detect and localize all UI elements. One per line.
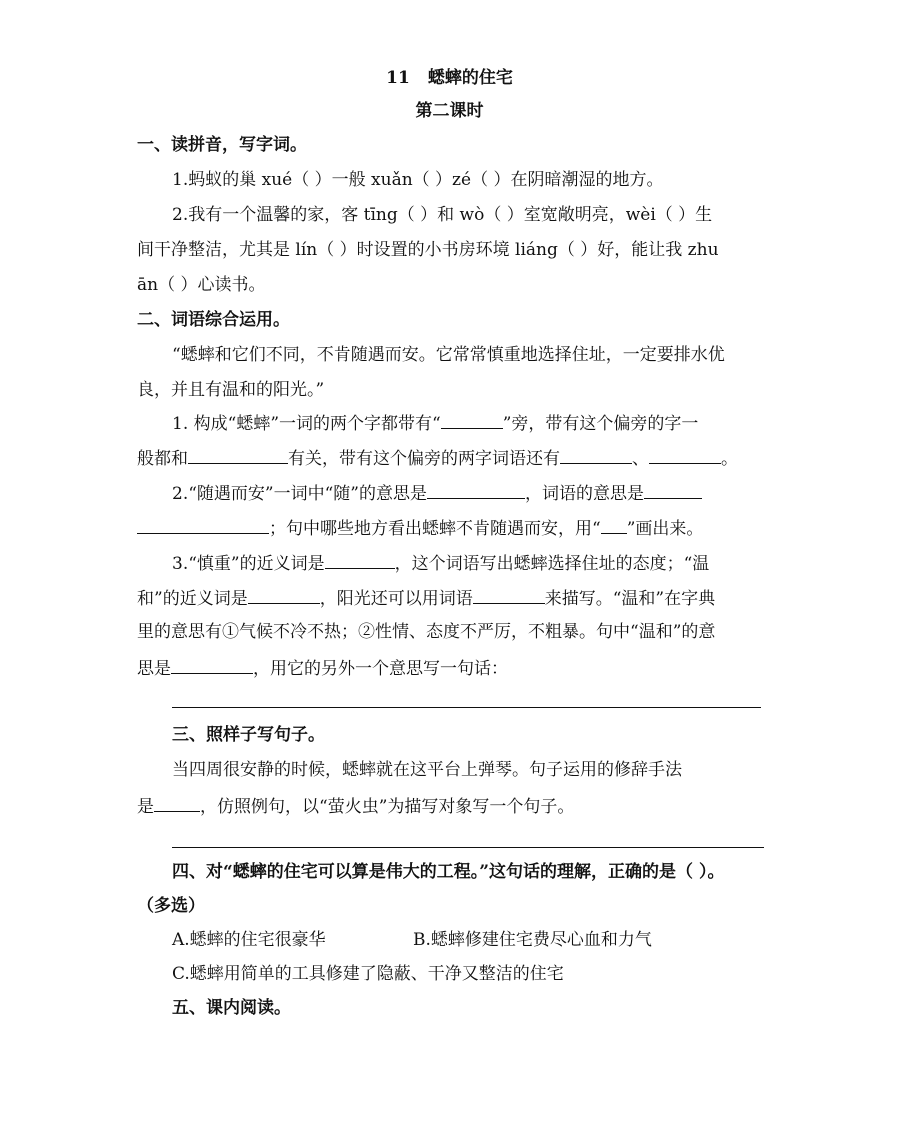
s2-q1-p3: 般都和 [137, 449, 188, 469]
s2-q3-p3: 和”的近义词是 [137, 589, 248, 609]
s2-q3-line4 [137, 655, 508, 681]
s2-q3-line2 [137, 585, 715, 611]
synonym-blank-1[interactable] [325, 550, 395, 569]
s2-q2-p2: ，词语的意思是 [524, 484, 644, 504]
s2-q3-p8: ，用它的另外一个意思写一句话： [253, 659, 508, 679]
s2-q3-p5: 来描写。“温和”在字典 [544, 589, 716, 609]
s3-p2: ，仿照例句，以“萤火虫”为描写对象写一个句子。 [200, 797, 575, 817]
s2-q1-p1: 1. 构成“蟋蟀”一词的两个字都带有“ [172, 414, 441, 434]
s2-q2-line2 [137, 515, 703, 541]
s3-line1: 当四周很安静的时候，蟋蟀就在这平台上弹琴。句子运用的修辞手法 [172, 760, 682, 780]
s2-q3-p7: 思是 [137, 659, 171, 679]
related-meaning-blank[interactable] [188, 445, 288, 464]
underline-mark-sample [601, 515, 627, 534]
s2-passage-line2: 良，并且有温和的阳光。” [137, 380, 325, 400]
lesson-subtitle: 第二课时 [415, 101, 484, 121]
section4-heading-cont: （多选） [137, 896, 205, 916]
sunlight-word-blank[interactable] [473, 585, 545, 604]
s2-q1-p2: ”旁，带有这个偏旁的字一 [502, 414, 699, 434]
section4-heading: 四、对“蟋蟀的住宅可以算是伟大的工程。”这句话的理解，正确的是（ ）。 [172, 862, 725, 882]
option-c[interactable]: C.蟋蟀用简单的工具修建了隐蔽、干净又整洁的住宅 [172, 964, 564, 984]
section3-heading: 三、照样子写句子。 [172, 725, 325, 745]
s1-q2-line3: ān（ ）心读书。 [137, 275, 266, 295]
s3-line2 [137, 793, 574, 819]
idiom-meaning-blank-b[interactable] [137, 515, 269, 534]
lesson-title [0, 66, 899, 90]
s1-q1-text: 1.蚂蚁的巢 xué（ ）一般 xuǎn（ ）zé（ ）在阴暗潮湿的地方。 [172, 170, 664, 190]
option-b[interactable]: B.蟋蟀修建住宅费尽心血和力气 [413, 930, 652, 950]
s2-q2-line1 [172, 480, 702, 506]
option-a[interactable]: A.蟋蟀的住宅很豪华 [172, 930, 326, 950]
s2-q3-line3: 里的意思有①气候不冷不热；②性情、态度不严厉，不粗暴。句中“温和”的意 [137, 622, 716, 642]
s2-q2-p4: ”画出来。 [626, 519, 704, 539]
s3-p1: 是 [137, 797, 154, 817]
s2-q2-p1: 2.“随遇而安”一词中“随”的意思是 [172, 484, 427, 504]
section5-heading: 五、课内阅读。 [172, 998, 291, 1018]
section1-heading: 一、读拼音，写字词。 [137, 135, 307, 155]
s2-q1-p4: 有关，带有这个偏旁的两字词语还有 [288, 449, 560, 469]
s2-passage-line1: “蟋蟀和它们不同，不肯随遇而安。它常常慎重地选择住址，一定要排水优 [172, 345, 725, 365]
answer-line-sentence-1[interactable] [172, 707, 761, 708]
s2-q3-p2: ，这个词语写出蟋蟀选择住址的态度；“温 [394, 554, 710, 574]
rhetoric-blank[interactable] [154, 793, 200, 812]
s2-q3-p4: ，阳光还可以用词语 [319, 589, 473, 609]
wenhe-meaning-blank[interactable] [171, 655, 253, 674]
s2-q1-p6: 。 [721, 449, 738, 469]
s1-q2-line2: 间干净整洁，尤其是 lín（ ）时设置的小书房环境 liáng（ ）好，能让我 zhu [137, 240, 719, 260]
radical-blank[interactable] [441, 410, 503, 429]
s2-q3-p1: 3.“慎重”的近义词是 [172, 554, 325, 574]
word-blank-1[interactable] [560, 445, 632, 464]
synonym-blank-2[interactable] [248, 585, 320, 604]
s1-q2-line1: 2.我有一个温馨的家，客 tīng（ ）和 wò（ ）室宽敞明亮，wèi（ ）生 [172, 205, 713, 225]
answer-line-sentence-2[interactable] [172, 847, 764, 848]
lesson-number: 11 [386, 68, 410, 88]
s2-q1-line2 [137, 445, 738, 471]
s2-q1-line1 [172, 410, 698, 436]
idiom-meaning-blank-a[interactable] [644, 480, 702, 499]
s2-q2-p3: ；句中哪些地方看出蟋蟀不肯随遇而安，用“ [269, 519, 601, 539]
lesson-name: 蟋蟀的住宅 [427, 68, 513, 88]
sui-meaning-blank[interactable] [427, 480, 525, 499]
s2-q3-line1 [172, 550, 709, 576]
section2-heading: 二、词语综合运用。 [137, 310, 290, 330]
word-blank-2[interactable] [649, 445, 721, 464]
s2-q1-p5: 、 [632, 449, 649, 469]
